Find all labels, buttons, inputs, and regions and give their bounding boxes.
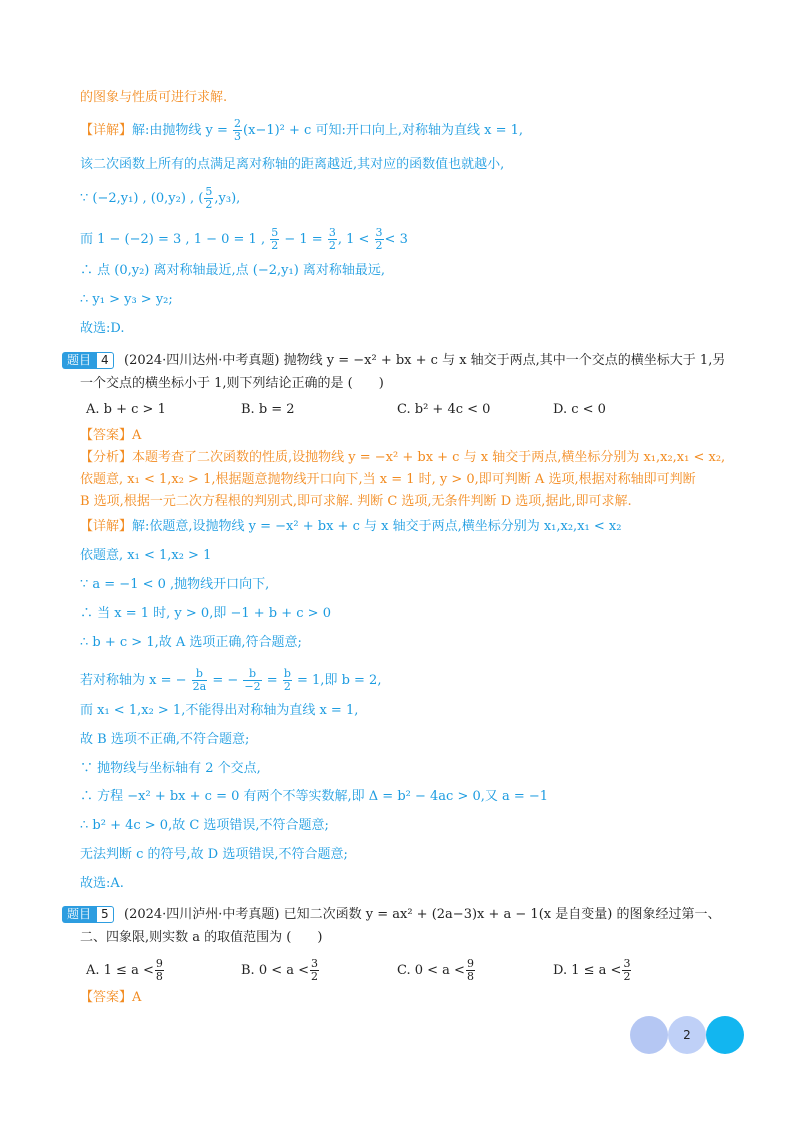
q4-detail-2: 依题意, x₁ < 1,x₂ > 1 [80,548,212,563]
fraction: $\frac{3}{2}$ [311,957,319,983]
fraction: $\frac{b}{2}$ [283,667,291,693]
q4-detail-7: 而 x₁ < 1,x₂ > 1,不能得出对称轴为直线 x = 1, [80,703,359,718]
answer-value: A [132,428,142,443]
q4-detail-11: ∴ b² + 4c > 0,故 C 选项错误,不符合题意; [80,818,329,833]
fraction: $\frac{5}{2}$ [205,185,213,211]
page-number-badge [630,1016,744,1054]
q4-answer [80,428,141,444]
q5-option-d [553,958,632,983]
detail-line-1 [80,118,523,143]
question-5-stem-1: (2024·四川泸州·中考真题) 已知二次函数 y = ax² + (2a−3)x + a − 1(x 是自变量) 的图象经过第一、 [124,907,721,922]
analysis-tag: 【分析】 [80,450,133,465]
math-text: = 1,即 b = 2, [297,673,382,688]
question-number: 4 [96,352,114,369]
detail-line-5: ∴ 点 (0,y₂) 离对称轴最近,点 (−2,y₁) 离对称轴最远, [80,263,386,278]
math-text: , 1 < [337,232,370,247]
question-5-badge [62,906,114,923]
question-label: 题目 [62,352,96,369]
analysis-text: 本题考查了二次函数的性质,设抛物线 y = −x² + bx + c 与 x 轴交于两点,横坐标分别为 x₁,x₂,x₁ < x₂, [132,450,726,465]
math-text: − 1 = [284,232,323,247]
q4-detail-3: ∵ a = −1 < 0 ,抛物线开口向下, [80,577,270,592]
answer-value: A [132,990,142,1005]
q5-option-b [241,958,320,983]
detail-text: 解:依题意,设抛物线 y = −x² + bx + c 与 x 轴交于两点,横坐标分别为 x₁,x₂,x₁ < x₂ [132,519,622,534]
q4-detail-1 [80,519,621,535]
q4-option-b: B. b = 2 [241,402,295,417]
detail-text: 解:由抛物线 y = [132,123,228,138]
question-label: 题目 [62,906,96,923]
q4-option-a: A. b + c > 1 [86,402,166,417]
option-text: A. 1 ≤ a < [86,963,154,978]
math-text: 而 1 − (−2) = 3 , 1 − 0 = 1 , [80,232,266,247]
q4-detail-8: 故 B 选项不正确,不符合题意; [80,732,250,747]
q4-detail-6 [80,668,381,693]
q4-detail-12: 无法判断 c 的符号,故 D 选项错误,不符合题意; [80,847,348,862]
math-text: < 3 [384,232,408,247]
detail-line-6: ∴ y₁ > y₃ > y₂; [80,292,173,307]
q5-answer [80,990,141,1006]
decor-circle-right [706,1016,744,1054]
fraction: $\frac{3}{2}$ [328,226,336,252]
q4-detail-4: ∴ 当 x = 1 时, y > 0,即 −1 + b + c > 0 [80,606,331,621]
option-text: B. 0 < a < [241,963,310,978]
q4-analysis-3: B 选项,根据一元二次方程根的判别式,即可求解. 判断 C 选项,无条件判断 D 选项,据此,即可求解. [80,494,632,509]
fraction: $\frac{9}{8}$ [466,957,474,983]
question-5-stem-2: 二、四象限,则实数 a 的取值范围为 ( ) [80,930,323,945]
fraction: $\frac{5}{2}$ [271,226,279,252]
q4-analysis-2: 依题意, x₁ < 1,x₂ > 1,根据题意抛物线开口向下,当 x = 1 时, y > 0,即可判断 A 选项,根据对称轴即可判断 [80,472,696,487]
answer-tag: 【答案】 [80,428,133,443]
q5-option-a [86,958,165,983]
q4-analysis-1 [80,450,725,466]
math-text: ∵ (−2,y₁) , (0,y₂) , ( [80,191,204,206]
detail-line-4 [80,227,408,252]
math-text: = [266,673,278,688]
detail-line-2: 该二次函数上所有的点满足离对称轴的距离越近,其对应的函数值也就越小, [80,157,505,172]
q5-option-c [397,958,476,983]
question-4-badge [62,352,114,369]
detail-tag: 【详解】 [80,123,133,138]
page-number: 2 [683,1028,691,1042]
option-text: C. 0 < a < [397,963,465,978]
question-4-stem-2: 一个交点的横坐标小于 1,则下列结论正确的是 ( ) [80,376,384,391]
math-text: ,y₃), [214,191,241,206]
math-text: = − [212,673,239,688]
detail-tag: 【详解】 [80,519,133,534]
q4-detail-5: ∴ b + c > 1,故 A 选项正确,符合题意; [80,635,302,650]
q4-detail-10: ∴ 方程 −x² + bx + c = 0 有两个不等实数解,即 Δ = b² − 4ac > 0,又 a = −1 [80,789,549,804]
q4-option-c: C. b² + 4c < 0 [397,402,491,417]
question-4-stem-1: (2024·四川达州·中考真题) 抛物线 y = −x² + bx + c 与 x 轴交于两点,其中一个交点的横坐标大于 1,另 [124,353,726,368]
q4-detail-9: ∵ 抛物线与坐标轴有 2 个交点, [80,761,261,776]
question-number: 5 [96,906,114,923]
fraction: $\frac{2}{3}$ [234,117,242,143]
continuation-line: 的图象与性质可进行求解. [80,90,228,105]
fraction: $\frac{3}{2}$ [375,226,383,252]
q4-detail-13: 故选:A. [80,876,124,891]
fraction: $\frac{b}{2a}$ [192,667,207,693]
answer-tag: 【答案】 [80,990,133,1005]
math-text: 若对称轴为 x = − [80,673,187,688]
q4-option-d: D. c < 0 [553,402,606,417]
detail-line-3 [80,186,240,211]
decor-circle-left [630,1016,668,1054]
option-text: D. 1 ≤ a < [553,963,622,978]
fraction: $\frac{3}{2}$ [623,957,631,983]
detail-line-7: 故选:D. [80,321,125,336]
detail-text: (x−1)² + c 可知:开口向上,对称轴为直线 x = 1, [243,123,524,138]
fraction: $\frac{9}{8}$ [155,957,163,983]
fraction: $\frac{b}{-2}$ [244,667,261,693]
